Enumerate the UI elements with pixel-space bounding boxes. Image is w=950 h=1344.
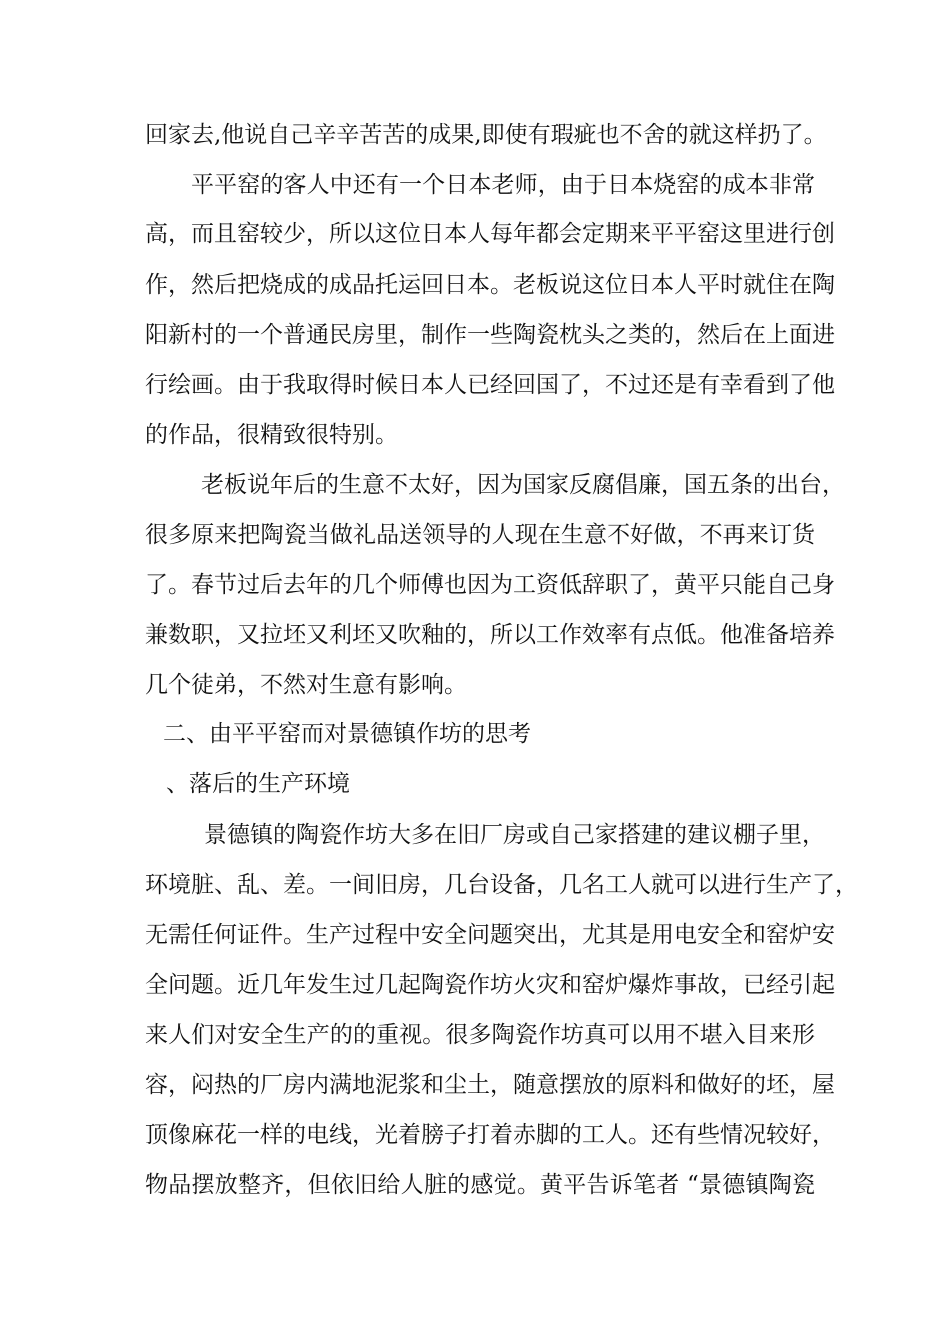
paragraph-first-line: 平平窑的客人中还有一个日本老师，由于日本烧窑的成本非常 (191, 172, 815, 198)
text-line: 阳新村的一个普通民房里，制作一些陶瓷枕头之类的，然后在上面进 (145, 322, 835, 348)
text-line: 容，闷热的厂房内满地泥浆和尘土，随意摆放的原料和做好的坯，屋 (145, 1072, 835, 1098)
text-line: 高，而且窑较少，所以这位日本人每年都会定期来平平窑这里进行创 (145, 221, 835, 247)
text-line: 的作品，很精致很特别。 (145, 422, 398, 448)
text-line: 顶像麻花一样的电线，光着膀子打着赤脚的工人。还有些情况较好， (145, 1122, 835, 1148)
text-line: 回家去,他说自己辛辛苦苦的成果,即使有瑕疵也不舍的就这样扔了。 (145, 122, 827, 148)
text-line: 无需任何证件。生产过程中安全问题突出，尤其是用电安全和窑炉安 (145, 922, 835, 948)
text-line: 几个徒弟，不然对生意有影响。 (145, 672, 467, 698)
text-line: 很多原来把陶瓷当做礼品送领导的人现在生意不好做，不再来订货 (145, 522, 815, 548)
text-line: 来人们对安全生产的的重视。很多陶瓷作坊真可以用不堪入目来形 (145, 1022, 815, 1048)
paragraph-first-line: 老板说年后的生意不太好，因为国家反腐倡廉，国五条的出台， (201, 472, 845, 498)
text-line: 行绘画。由于我取得时候日本人已经回国了，不过还是有幸看到了他 (145, 372, 835, 398)
text-line: 作，然后把烧成的成品托运回日本。老板说这位日本人平时就住在陶 (145, 272, 835, 298)
paragraph-first-line: 景德镇的陶瓷作坊大多在旧厂房或自己家搭建的建议棚子里， (204, 822, 825, 848)
text-line: 物品摆放整齐，但依旧给人脏的感觉。黄平告诉笔者 “景德镇陶瓷 (145, 1172, 815, 1198)
text-line: 了。春节过后去年的几个师傅也因为工资低辞职了，黄平只能自己身 (145, 572, 835, 598)
text-line: 环境脏、乱、差。一间旧房，几台设备，几名工人就可以进行生产了， (145, 872, 858, 898)
subsection-heading: 、落后的生产环境 (166, 771, 350, 797)
text-line: 全问题。近几年发生过几起陶瓷作坊火灾和窑炉爆炸事故，已经引起 (145, 972, 835, 998)
text-line: 兼数职，又拉坯又利坯又吹釉的，所以工作效率有点低。他准备培养 (145, 622, 835, 648)
section-heading: 二、由平平窑而对景德镇作坊的思考 (163, 721, 531, 747)
